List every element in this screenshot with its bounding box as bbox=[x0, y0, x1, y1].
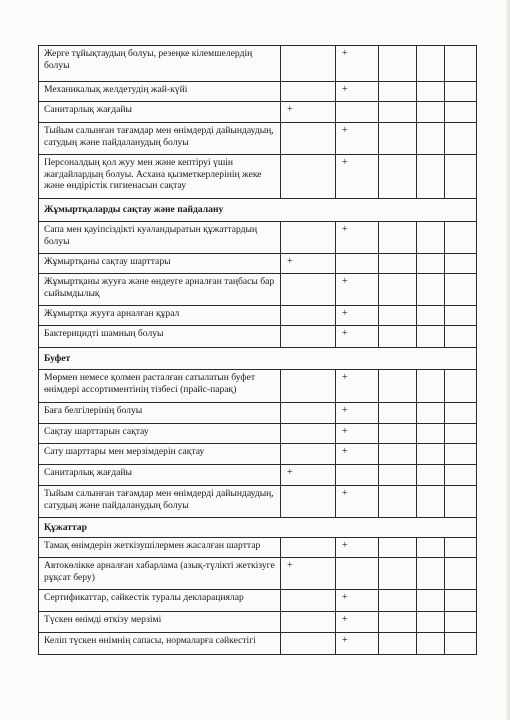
mark-cell-1 bbox=[281, 370, 336, 403]
mark-cell-3 bbox=[379, 558, 417, 590]
table-row bbox=[39, 155, 477, 199]
mark-cell-2: + bbox=[336, 612, 379, 633]
section-title: Құжаттар bbox=[39, 518, 477, 538]
mark-cell-5 bbox=[445, 486, 477, 518]
mark-cell-3 bbox=[379, 465, 417, 486]
section-header-row bbox=[39, 199, 477, 222]
requirement-label: Жұмыртқаны жууға және өндеуге арналған таңбасы бар сыйымдылық bbox=[39, 274, 281, 306]
mark-cell-2: + bbox=[336, 403, 379, 424]
mark-cell-2: + bbox=[336, 444, 379, 465]
checklist-rows bbox=[39, 46, 477, 655]
mark-cell-3 bbox=[379, 444, 417, 465]
requirement-label: Сату шарттары мен мерзімдерін сақтау bbox=[39, 444, 281, 465]
mark-cell-1 bbox=[281, 538, 336, 558]
mark-cell-1 bbox=[281, 633, 336, 655]
table-row bbox=[39, 403, 477, 424]
mark-cell-5 bbox=[445, 102, 477, 123]
table-row bbox=[39, 254, 477, 274]
mark-cell-5 bbox=[445, 538, 477, 558]
mark-cell-3 bbox=[379, 424, 417, 444]
requirement-label: Жұмыртқаны сақтау шарттары bbox=[39, 254, 281, 274]
mark-cell-3 bbox=[379, 82, 417, 102]
mark-cell-5 bbox=[445, 465, 477, 486]
mark-cell-1 bbox=[281, 424, 336, 444]
mark-cell-2: + bbox=[336, 222, 379, 254]
section-title: Буфет bbox=[39, 348, 477, 370]
mark-cell-1: + bbox=[281, 254, 336, 274]
mark-cell-4 bbox=[417, 590, 445, 612]
mark-cell-3 bbox=[379, 222, 417, 254]
mark-cell-4 bbox=[417, 46, 445, 82]
mark-cell-4 bbox=[417, 612, 445, 633]
mark-cell-2: + bbox=[336, 123, 379, 155]
section-title: Жұмыртқаларды сақтау және пайдалану bbox=[39, 199, 477, 222]
table-row bbox=[39, 46, 477, 82]
page-edge bbox=[506, 0, 510, 720]
mark-cell-3 bbox=[379, 538, 417, 558]
table-row bbox=[39, 590, 477, 612]
mark-cell-5 bbox=[445, 590, 477, 612]
mark-cell-1 bbox=[281, 486, 336, 518]
mark-cell-2: + bbox=[336, 370, 379, 403]
mark-cell-1 bbox=[281, 82, 336, 102]
mark-cell-5 bbox=[445, 306, 477, 326]
mark-cell-5 bbox=[445, 444, 477, 465]
mark-cell-4 bbox=[417, 486, 445, 518]
requirement-label: Баға белгілерінің болуы bbox=[39, 403, 281, 424]
mark-cell-5 bbox=[445, 123, 477, 155]
mark-cell-5 bbox=[445, 633, 477, 655]
mark-cell-4 bbox=[417, 326, 445, 348]
mark-cell-1: + bbox=[281, 558, 336, 590]
mark-cell-3 bbox=[379, 155, 417, 199]
mark-cell-1 bbox=[281, 155, 336, 199]
requirement-label: Тамақ өнімдерін жеткізушілермен жасалған шарттар bbox=[39, 538, 281, 558]
table-row bbox=[39, 538, 477, 558]
table-row bbox=[39, 274, 477, 306]
requirement-label: Санитарлық жағдайы bbox=[39, 465, 281, 486]
mark-cell-4 bbox=[417, 538, 445, 558]
mark-cell-4 bbox=[417, 370, 445, 403]
mark-cell-4 bbox=[417, 274, 445, 306]
mark-cell-1 bbox=[281, 403, 336, 424]
requirement-label: Сапа мен қауіпсіздікті куәландыратын құжаттардың болуы bbox=[39, 222, 281, 254]
requirement-label: Механикалық желдетудің жай-күйі bbox=[39, 82, 281, 102]
requirement-label: Автокөлікке арналған хабарлама (азық-түлікті жеткізуге рұқсат беру) bbox=[39, 558, 281, 590]
mark-cell-1 bbox=[281, 306, 336, 326]
mark-cell-2: + bbox=[336, 155, 379, 199]
mark-cell-3 bbox=[379, 102, 417, 123]
mark-cell-2: + bbox=[336, 306, 379, 326]
mark-cell-5 bbox=[445, 222, 477, 254]
mark-cell-4 bbox=[417, 558, 445, 590]
requirement-label: Бактерицидті шамның болуы bbox=[39, 326, 281, 348]
mark-cell-3 bbox=[379, 274, 417, 306]
mark-cell-4 bbox=[417, 155, 445, 199]
mark-cell-4 bbox=[417, 306, 445, 326]
mark-cell-4 bbox=[417, 465, 445, 486]
mark-cell-1 bbox=[281, 222, 336, 254]
mark-cell-2: + bbox=[336, 633, 379, 655]
mark-cell-1 bbox=[281, 123, 336, 155]
mark-cell-5 bbox=[445, 424, 477, 444]
requirement-label: Жерге тұйықтаудың болуы, резеңке кілемшелердің болуы bbox=[39, 46, 281, 82]
mark-cell-4 bbox=[417, 82, 445, 102]
mark-cell-2 bbox=[336, 558, 379, 590]
requirement-label: Тыйым салынған тағамдар мен өнімдерді дайындаудың, сатудың және пайдаланудың болуы bbox=[39, 123, 281, 155]
mark-cell-4 bbox=[417, 403, 445, 424]
mark-cell-2 bbox=[336, 102, 379, 123]
table-row bbox=[39, 102, 477, 123]
mark-cell-5 bbox=[445, 82, 477, 102]
mark-cell-3 bbox=[379, 254, 417, 274]
section-header-row bbox=[39, 348, 477, 370]
mark-cell-4 bbox=[417, 424, 445, 444]
mark-cell-2: + bbox=[336, 274, 379, 306]
table-row bbox=[39, 222, 477, 254]
mark-cell-3 bbox=[379, 370, 417, 403]
mark-cell-3 bbox=[379, 306, 417, 326]
table-row bbox=[39, 465, 477, 486]
mark-cell-2: + bbox=[336, 590, 379, 612]
mark-cell-4 bbox=[417, 254, 445, 274]
mark-cell-5 bbox=[445, 254, 477, 274]
table-row bbox=[39, 444, 477, 465]
table-row bbox=[39, 633, 477, 655]
mark-cell-3 bbox=[379, 46, 417, 82]
mark-cell-1 bbox=[281, 46, 336, 82]
mark-cell-5 bbox=[445, 326, 477, 348]
mark-cell-1 bbox=[281, 590, 336, 612]
table-row bbox=[39, 558, 477, 590]
mark-cell-5 bbox=[445, 155, 477, 199]
mark-cell-1: + bbox=[281, 102, 336, 123]
mark-cell-1: + bbox=[281, 465, 336, 486]
mark-cell-3 bbox=[379, 486, 417, 518]
table-row bbox=[39, 306, 477, 326]
mark-cell-4 bbox=[417, 633, 445, 655]
requirement-label: Келіп түскен өнімнің сапасы, нормаларға сәйкестігі bbox=[39, 633, 281, 655]
mark-cell-5 bbox=[445, 370, 477, 403]
mark-cell-3 bbox=[379, 612, 417, 633]
mark-cell-2: + bbox=[336, 538, 379, 558]
mark-cell-1 bbox=[281, 612, 336, 633]
mark-cell-1 bbox=[281, 326, 336, 348]
mark-cell-5 bbox=[445, 274, 477, 306]
mark-cell-1 bbox=[281, 274, 336, 306]
table-row bbox=[39, 123, 477, 155]
section-header-row bbox=[39, 518, 477, 538]
table-row bbox=[39, 486, 477, 518]
requirement-label: Персоналдың қол жуу мен және кептіруі үшін жағдайлардың болуы. Асхана қызметкерлерінің жеке және өндірістік гигиенасын сақтау bbox=[39, 155, 281, 199]
inspection-checklist-table bbox=[38, 45, 477, 655]
requirement-label: Тыйым салынған тағамдар мен өнімдерді дайындаудың, сатудың және пайдаланудың болуы bbox=[39, 486, 281, 518]
mark-cell-2 bbox=[336, 254, 379, 274]
mark-cell-1 bbox=[281, 444, 336, 465]
mark-cell-3 bbox=[379, 590, 417, 612]
mark-cell-4 bbox=[417, 444, 445, 465]
mark-cell-5 bbox=[445, 403, 477, 424]
requirement-label: Мөрмен немесе қолмен расталған сатылатын буфет өнімдері ассортиментінің тізбесі (прайс-парақ) bbox=[39, 370, 281, 403]
requirement-label: Түскен өнімді өткізу мерзімі bbox=[39, 612, 281, 633]
mark-cell-2: + bbox=[336, 486, 379, 518]
mark-cell-4 bbox=[417, 123, 445, 155]
requirement-label: Сақтау шарттарын сақтау bbox=[39, 424, 281, 444]
mark-cell-4 bbox=[417, 102, 445, 123]
mark-cell-2: + bbox=[336, 326, 379, 348]
mark-cell-2: + bbox=[336, 424, 379, 444]
table-row bbox=[39, 370, 477, 403]
mark-cell-2: + bbox=[336, 46, 379, 82]
mark-cell-3 bbox=[379, 403, 417, 424]
mark-cell-5 bbox=[445, 612, 477, 633]
requirement-label: Санитарлық жағдайы bbox=[39, 102, 281, 123]
mark-cell-5 bbox=[445, 46, 477, 82]
table-row bbox=[39, 326, 477, 348]
table-row bbox=[39, 82, 477, 102]
mark-cell-4 bbox=[417, 222, 445, 254]
table-row bbox=[39, 424, 477, 444]
mark-cell-5 bbox=[445, 558, 477, 590]
mark-cell-3 bbox=[379, 326, 417, 348]
mark-cell-3 bbox=[379, 633, 417, 655]
mark-cell-3 bbox=[379, 123, 417, 155]
mark-cell-2: + bbox=[336, 82, 379, 102]
requirement-label: Жұмыртқа жууға арналған құрал bbox=[39, 306, 281, 326]
mark-cell-2 bbox=[336, 465, 379, 486]
table-row bbox=[39, 612, 477, 633]
requirement-label: Сертификаттар, сәйкестік туралы декларациялар bbox=[39, 590, 281, 612]
